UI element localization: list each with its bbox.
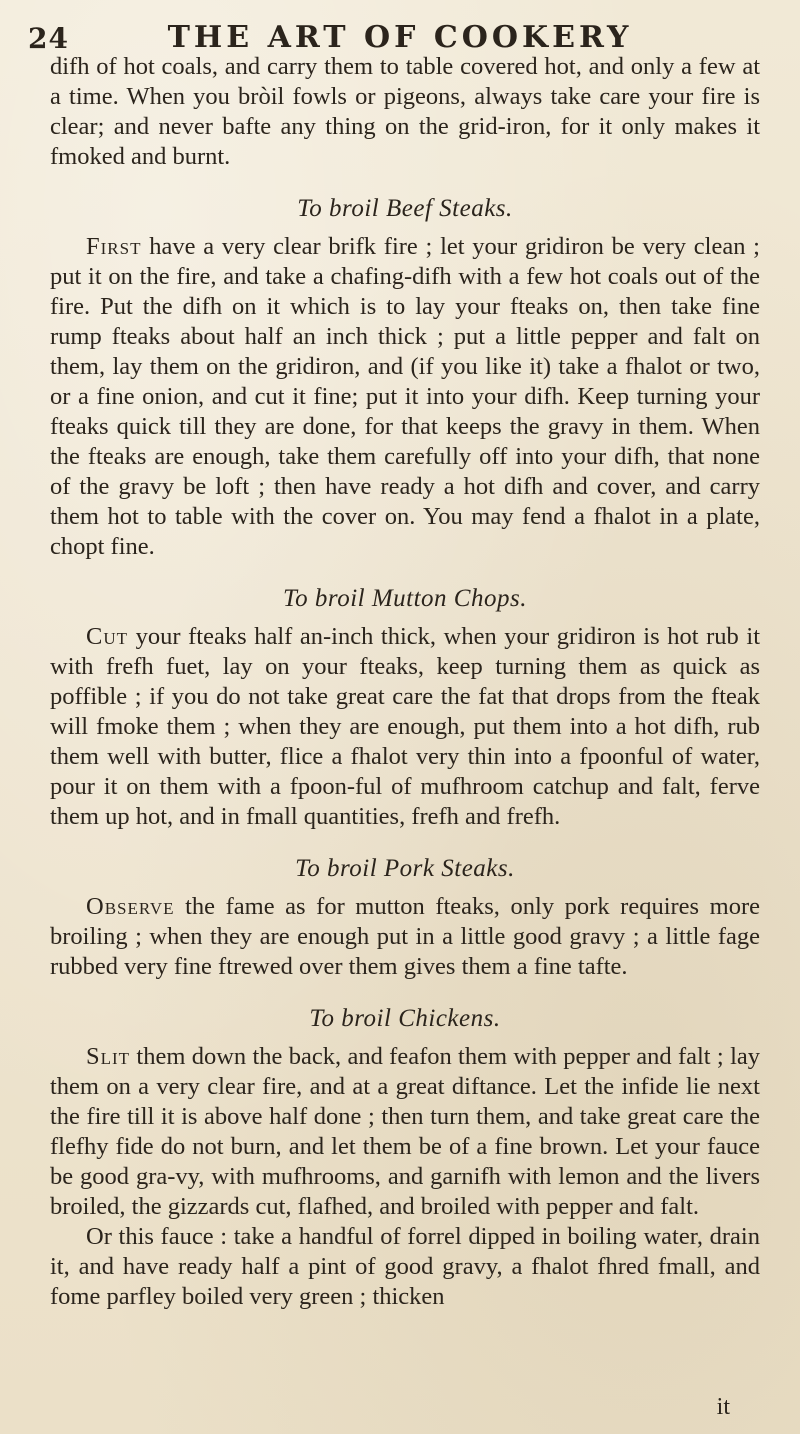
page-number: 24 bbox=[28, 22, 69, 55]
catchword: it bbox=[716, 1394, 730, 1420]
section-paragraph bbox=[50, 1042, 760, 1222]
section-heading: To broil Mutton Chops. bbox=[283, 585, 527, 612]
closing-paragraph: Or this fauce : take a handful of forrel dipped in boiling water, drain it, and have ready half a pint of good gravy, a fhalot fhred fmall, and fome parfley boiled very green ; thicken bbox=[50, 1223, 760, 1310]
section-heading: To broil Pork Steaks. bbox=[295, 855, 515, 882]
section-lead-word: First bbox=[86, 233, 142, 260]
section-paragraph bbox=[50, 622, 760, 832]
section-lead-word: Observe bbox=[86, 893, 175, 920]
intro-paragraph: difh of hot coals, and carry them to table covered hot, and only a few at a time. When you bròil fowls or pigeons, always take care your fire is clear; and never bafte any thing on the grid-iron, for it only makes it fmoked and burnt. bbox=[50, 53, 760, 170]
running-head: THE ART OF COOKERY bbox=[167, 20, 633, 55]
section-lead-word: Slit bbox=[86, 1043, 131, 1070]
body-text bbox=[50, 52, 760, 1312]
section-paragraph bbox=[50, 892, 760, 982]
section-paragraph bbox=[50, 232, 760, 562]
section-heading: To broil Chickens. bbox=[309, 1005, 501, 1032]
section-text: the fame as for mutton fteaks, only pork requires more broiling ; when they are enough put in a little good gravy ; a little fage rubbed very fine ftrewed over them gives them a fine tafte. bbox=[50, 893, 760, 980]
section-heading: To broil Beef Steaks. bbox=[297, 195, 513, 222]
section-text: your fteaks half an-inch thick, when your gridiron is hot rub it with frefh fuet, lay on your fteaks, keep turning them as quick as poffible ; if you do not take great care the fat that drops from the fteak will fmoke them ; when they are enough, put them into a hot difh, rub them well with butter, flice a fhalot very thin into a fpoonful of water, pour it on them with a fpoon-ful of mufhroom catchup and falt, ferve them up hot, and in fmall quantities, frefh and frefh. bbox=[50, 623, 760, 830]
section-lead-word: Cut bbox=[86, 623, 129, 650]
section-text: have a very clear brifk fire ; let your gridiron be very clean ; put it on the fire, and take a chafing-difh with a few hot coals out of the fire. Put the difh on it which is to lay your fteaks on, then take fine rump fteaks about half an inch thick ; put a little pepper and falt on them, lay them on the gridiron, and (if you like it) take a fhalot or two, or a fine onion, and cut it fine; put it into your difh. Keep turning your fteaks quick till they are done, for that keeps the gravy in them. When the fteaks are enough, take them carefully off into your difh, that none of the gravy be loft ; then have ready a hot difh and cover, and carry them hot to table with the cover on. You may fend a fhalot in a plate, chopt fine. bbox=[50, 233, 760, 560]
section-text: them down the back, and feafon them with pepper and falt ; lay them on a very clear fire, and at a great diftance. Let the infide lie next the fire till it is above half done ; then turn them, and take great care the flefhy fide do not burn, and let them be of a fine brown. Let your fauce be good gra-vy, with mufhrooms, and garnifh with lemon and the livers broiled, the gizzards cut, flafhed, and broiled with pepper and falt. bbox=[50, 1043, 760, 1220]
